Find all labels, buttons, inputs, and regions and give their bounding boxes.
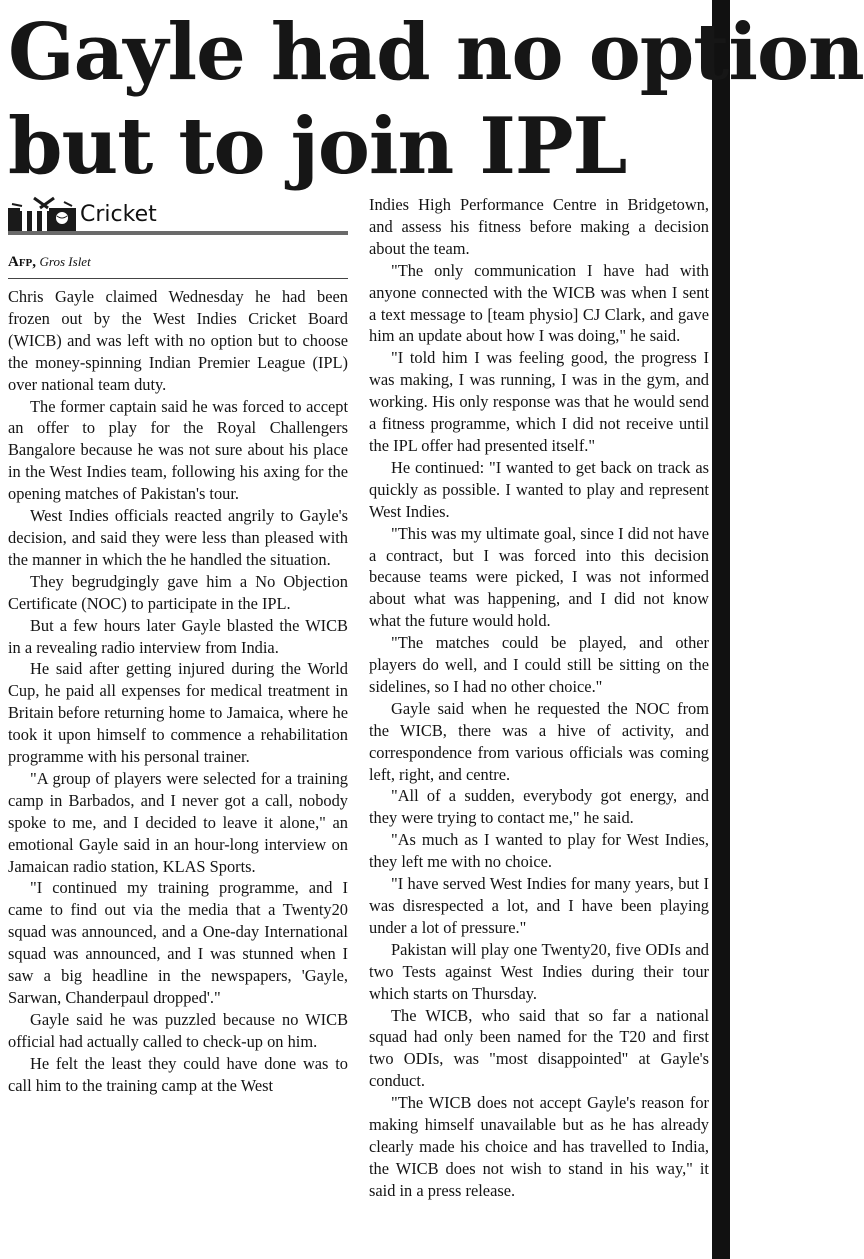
headline-line-2: but to join IPL [8,101,627,192]
paragraph: "I continued my training programme, and I came to find out via the media that a Twenty20 squad was announced, and a One-day International squad was announced, and I was stunned when I saw a big headline in the newspapers, 'Gayle, Sarwan, Chanderpaul dropped'." [8,878,348,1007]
paragraph: They begrudgingly gave him a No Objection Certificate (NOC) to participate in the IPL. [8,571,348,613]
section-flag [8,196,348,236]
paragraph: "The matches could be played, and other players do well, and I could still be sitting on the sidelines, so I had no other choice." [369,633,709,696]
paragraph: "As much as I wanted to play for West Indies, they left me with no choice. [369,830,709,872]
paragraph: "I have served West Indies for many years, but I was disrespected a lot, and I have been playing under a lot of pressure." [369,874,709,937]
paragraph: "The WICB does not accept Gayle's reason for making himself unavailable but as he has already clearly made his choice and has travelled to India, the WICB does not wish to stand in his way," it said in a press release. [369,1093,709,1200]
paragraph: The WICB, who said that so far a national squad had only been named for the T20 and first two ODIs, was "most disappointed" at Gayle's conduct. [369,1005,709,1091]
article-column-left [8,286,348,1097]
paragraph: Indies High Performance Centre in Bridgetown, and assess his fitness before making a decision about the team. [369,195,709,258]
paragraph: Gayle said he was puzzled because no WICB official had actually called to check-up on him. [8,1009,348,1051]
byline-agency: Afp, [8,254,37,270]
paragraph: "A group of players were selected for a training camp in Barbados, and I never got a call, nobody spoke to me, and I decided to leave it alone," an emotional Gayle said in an hour-long interview on Jamaican radio station, KLAS Sports. [8,768,348,876]
byline-place: Gros Islet [39,254,91,269]
paragraph: "All of a sudden, everybody got energy, and they were trying to contact me," he said. [369,786,709,828]
section-rule [8,231,348,235]
paragraph: "This was my ultimate goal, since I did not have a contract, but I was forced into this decision because teams were picked, I was not informed about what was happening, and I did not know what the future would hold. [369,523,709,631]
cricket-stumps-icon [8,196,76,234]
paragraph: He said after getting injured during the World Cup, he paid all expenses for medical treatment in Britain before returning home to Jamaica, where he took it upon himself to commence a rehabilitation programme with his personal trainer. [8,659,348,767]
paragraph: Pakistan will play one Twenty20, five ODIs and two Tests against West Indies during their tour which starts on Thursday. [369,939,709,1003]
article-column-right [369,194,709,1202]
headline-line-1: Gayle had no option [8,7,864,98]
section-label: Cricket [80,202,157,227]
paragraph: The former captain said he was forced to accept an offer to play for the Royal Challengers Bangalore because he was not sure about his place in the West Indies team, following his axing for the opening matches of Pakistan's tour. [8,396,348,504]
paragraph: But a few hours later Gayle blasted the WICB in a revealing radio interview from India. [8,615,348,657]
byline [8,252,348,273]
paragraph: Chris Gayle claimed Wednesday he had been frozen out by the West Indies Cricket Board (WICB) and was left with no option but to choose the money-spinning Indian Premier League (IPL) over national team duty. [8,287,348,394]
paragraph: He continued: "I wanted to get back on track as quickly as possible. I wanted to play and represent West Indies. [369,457,709,521]
byline-rule [8,278,348,279]
headline [8,6,864,194]
paragraph: "The only communication I have had with anyone connected with the WICB was when I sent a text message to [team physio] CJ Clark, and gave him an update about how I was doing," he said. [369,260,709,346]
paragraph: "I told him I was feeling good, the progress I was making, I was running, I was in the gym, and working. His only response was that he would send a fitness programme, which I did not receive until the IPL offer had presented itself." [369,348,709,455]
page-edge-bar [712,0,730,1259]
paragraph: West Indies officials reacted angrily to Gayle's decision, and said they were less than pleased with the manner in which the he handled the situation. [8,506,348,569]
paragraph: He felt the least they could have done was to call him to the training camp at the West [8,1053,348,1095]
paragraph: Gayle said when he requested the NOC from the WICB, there was a hive of activity, and correspondence from various officials was coming left, right, and centre. [369,698,709,784]
